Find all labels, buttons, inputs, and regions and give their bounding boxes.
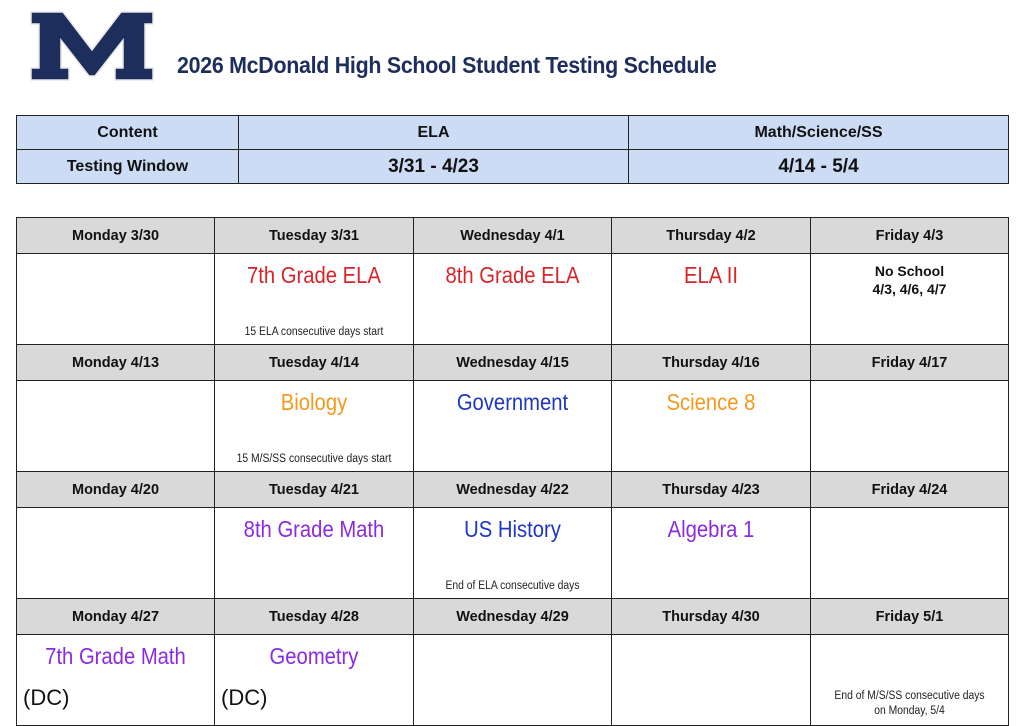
day-header: Thursday 4/30 (612, 599, 811, 635)
day-header: Thursday 4/23 (612, 472, 811, 508)
test-name: 7th Grade Math (45, 643, 186, 669)
testing-window-table (16, 115, 1009, 184)
test-name: Science 8 (666, 389, 756, 415)
no-school-label: No School (874, 263, 945, 279)
no-school-dates: 4/3, 4/6, 4/7 (872, 281, 947, 297)
test-name: 7th Grade ELA (247, 262, 381, 288)
day-cell (811, 254, 1009, 345)
day-header: Friday 4/24 (811, 472, 1009, 508)
test-name: US History (464, 516, 561, 542)
week-4-header (17, 599, 1009, 635)
msss-content: Math/Science/SS (629, 116, 1009, 150)
week-1-header (17, 218, 1009, 254)
day-cell (811, 635, 1009, 726)
day-cell (811, 508, 1009, 599)
content-label: Content (17, 116, 239, 150)
day-cell (17, 635, 215, 726)
day-header: Wednesday 4/22 (414, 472, 612, 508)
day-header: Tuesday 4/28 (215, 599, 414, 635)
day-header: Tuesday 3/31 (215, 218, 414, 254)
day-header: Tuesday 4/21 (215, 472, 414, 508)
day-header: Monday 3/30 (17, 218, 215, 254)
day-cell (414, 254, 612, 345)
note-line: End of M/S/SS consecutive days (834, 690, 985, 702)
week-3-body (17, 508, 1009, 599)
day-header: Friday 5/1 (811, 599, 1009, 635)
window-row (17, 150, 1009, 184)
day-cell (17, 508, 215, 599)
cell-note: End of ELA consecutive days (445, 580, 580, 592)
day-header: Thursday 4/2 (612, 218, 811, 254)
cell-note (821, 689, 998, 719)
note-line: on Monday, 5/4 (874, 705, 945, 717)
cell-note: 15 ELA consecutive days start (244, 326, 384, 338)
day-header: Wednesday 4/15 (414, 345, 612, 381)
week-3-header (17, 472, 1009, 508)
dc-label: (DC) (23, 685, 70, 710)
day-header: Monday 4/13 (17, 345, 215, 381)
window-label: Testing Window (17, 150, 239, 184)
day-cell (414, 635, 612, 726)
day-cell (414, 508, 612, 599)
m-logo-letter (31, 12, 153, 80)
test-name: Geometry (269, 643, 359, 669)
day-header: Wednesday 4/1 (414, 218, 612, 254)
ela-window: 3/31 - 4/23 (239, 150, 629, 184)
week-2-body (17, 381, 1009, 472)
test-name: ELA II (683, 262, 739, 288)
day-cell (612, 635, 811, 726)
day-header: Thursday 4/16 (612, 345, 811, 381)
day-header: Wednesday 4/29 (414, 599, 612, 635)
day-cell (612, 508, 811, 599)
day-header: Friday 4/17 (811, 345, 1009, 381)
day-cell (17, 381, 215, 472)
day-header: Monday 4/27 (17, 599, 215, 635)
day-cell (414, 381, 612, 472)
week-4-body (17, 635, 1009, 726)
calendar-table (16, 217, 1009, 726)
test-name: 8th Grade ELA (445, 262, 580, 288)
day-header: Tuesday 4/14 (215, 345, 414, 381)
day-cell (215, 381, 414, 472)
no-school-note (811, 262, 1008, 298)
day-cell (811, 381, 1009, 472)
day-cell (612, 381, 811, 472)
cell-note: 15 M/S/SS consecutive days start (236, 453, 392, 465)
test-name: Algebra 1 (667, 516, 755, 542)
test-name: Biology (280, 389, 348, 415)
day-cell (215, 635, 414, 726)
msss-window: 4/14 - 5/4 (629, 150, 1009, 184)
content-row (17, 116, 1009, 150)
dc-label: (DC) (221, 685, 268, 710)
day-header: Monday 4/20 (17, 472, 215, 508)
day-cell (215, 254, 414, 345)
week-2-header (17, 345, 1009, 381)
day-cell (215, 508, 414, 599)
test-name: 8th Grade Math (243, 516, 385, 542)
day-header: Friday 4/3 (811, 218, 1009, 254)
ela-content: ELA (239, 116, 629, 150)
day-cell (612, 254, 811, 345)
school-logo (27, 8, 157, 84)
page-title: 2026 McDonald High School Student Testing Schedule (177, 52, 717, 78)
test-name: Government (456, 389, 569, 415)
day-cell (17, 254, 215, 345)
week-1-body (17, 254, 1009, 345)
